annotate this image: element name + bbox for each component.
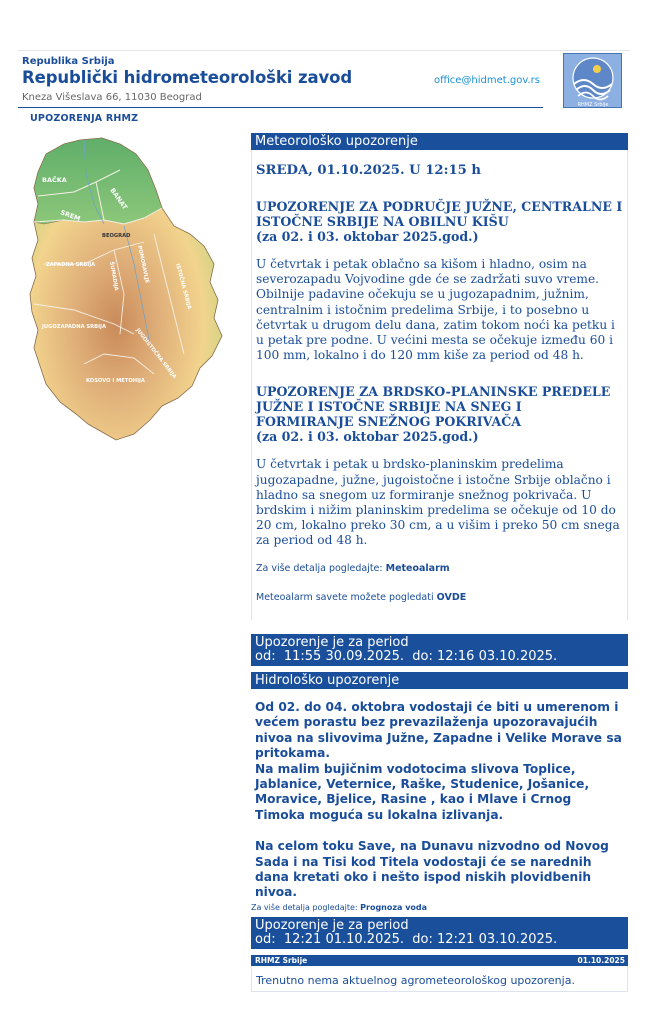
map-label-pomoravlje: POMORAVLJE	[136, 245, 150, 284]
prognoza-voda-link[interactable]: Prognoza voda	[360, 902, 428, 912]
map-label-beograd: BEOGRAD	[102, 233, 131, 239]
warning2-subtitle: (za 02. i 03. oktobar 2025.god.)	[256, 429, 479, 445]
map-label-jugoistocna: JUGOISTOČNA SRBIJA	[134, 327, 178, 381]
meteo-bar-title: Meteorološko upozorenje	[251, 133, 628, 150]
logo-caption: RHMZ Srbije	[577, 102, 609, 108]
agro-notice: Trenutno nema aktuelnog agrometeorološkog upozorenja.	[251, 966, 628, 992]
meteo-content	[251, 150, 628, 620]
warning-date: SREDA, 01.10.2025. U 12:15 h	[256, 163, 481, 178]
map-label-jugozapadna: JUGOZAPADNA SRBIJA	[42, 324, 106, 330]
footer-bar	[251, 955, 628, 966]
meteo-period-value: od: 11:55 30.09.2025. do: 12:16 03.10.2025.	[255, 649, 558, 664]
footer-date: 01.10.2025	[577, 956, 625, 965]
hydro-content	[251, 696, 628, 912]
warning1-title: UPOZORENJE ZA PODRUČJE JUŽNE, CENTRALNE I ISTOČNE SRBIJE NA OBILNU KIŠU (za 02. i 03. oktobar 2025.god.)	[256, 199, 623, 244]
hydro-section	[251, 672, 628, 689]
map-label-istocna: ISTOČNA SRBIJA	[174, 262, 193, 311]
map-label-sumadija: ŠUMADIJA	[108, 261, 120, 292]
map-label-zapadna: ZAPADNA SRBIJA	[46, 262, 96, 268]
hydro-period-box	[251, 917, 628, 949]
email-link[interactable]: office@hidmet.gov.rs	[434, 75, 541, 86]
footer-left: RHMZ Srbije	[255, 956, 308, 965]
ovde-link[interactable]: OVDE	[436, 591, 467, 603]
warning1-text: U četvrtak i petak oblačno sa kišom i hladno, osim na severozapadu Vojvodine gde će se zadržati suvo vreme. Obilnije padavine očekuju se u jugozapadnim, južnim, centralnim i istočnim predelima Srbije, i to posebno u četvrtak u drugom delu dana, zatim tokom noći ka petku i u petak pre podne. U većini mesta se očekuje između 60 i 100 mm, lokalno i do 120 mm kiše za period od 48 h.	[256, 257, 615, 363]
country-label: Republika Srbija	[22, 56, 115, 67]
hydro-paragraph-1: Od 02. do 04. oktobra vodostaji će biti u umerenom i većem porastu bez prevazilaženja upozoravajućih nivoa na slivovima Južne, Zapadne i Velike Morave sa pritokama.	[255, 700, 622, 761]
map-label-banat: BANAT	[108, 186, 129, 212]
meteo-period-box	[251, 634, 628, 666]
serbia-map[interactable]	[24, 134, 242, 446]
meteo-advice-line: Meteoalarm savete možete pogledati OVDE	[256, 591, 467, 603]
hydro-paragraph-2: Na malim bujičnim vodotocima slivova Toplice, Jablanice, Veternice, Raške, Studenice, Jošanice, Moravice, Bjelice, Rasine , kao i Mlave i Crnog Timoka moguća su lokalna izlivanja.	[255, 761, 590, 822]
meteo-period-label: Upozorenje je za period	[255, 635, 409, 650]
rhmz-logo[interactable]	[563, 53, 622, 108]
meteoalarm-link[interactable]: Meteoalarm	[385, 562, 450, 574]
meteo-details-line: Za više detalja pogledajte: Meteoalarm	[256, 562, 450, 574]
hydro-bar-title: Hidrološko upozorenje	[251, 672, 628, 689]
site-header	[18, 50, 630, 108]
meteo-section	[251, 133, 628, 150]
warning2-title: UPOZORENJE ZA BRDSKO-PLANINSKE PREDELE JUŽNE I ISTOČNE SRBIJE NA SNEG I FORMIRANJE SNEŽNOG POKRIVAČA (za 02. i 03. oktobar 2025.god.)	[256, 384, 611, 445]
site-title[interactable]: Republički hidrometeorološki zavod	[22, 68, 353, 87]
warning2-text: U četvrtak i petak u brdsko-planinskim predelima jugozapadne, južne, jugoistočne i istočne Srbije oblačno i hladno sa snegom uz formiranje snežnog pokrivača. U brdskim i nižim planinskim predelima se očekuje od 10 do 20 cm, lokalno preko 30 cm, a u višim i preko 50 cm snega za period od 48 h.	[256, 457, 620, 548]
sidebar-title[interactable]: UPOZORENJA RHMZ	[30, 113, 139, 124]
header-divider	[18, 107, 543, 108]
hydro-paragraph-3: Na celom toku Save, na Dunavu nizvodno od Novog Sada i na Tisi kod Titela vodostaji će se narednih dana kretati oko i nešto ispod niskih plovidbenih nivoa.	[255, 839, 609, 900]
hydro-period-value: od: 12:21 01.10.2025. do: 12:21 03.10.2025.	[255, 932, 558, 947]
map-label-kosovo: KOSOVO I METOHIJA	[86, 378, 145, 384]
warning1-subtitle: (za 02. i 03. oktobar 2025.god.)	[256, 229, 479, 244]
map-label-srem: SREM	[59, 208, 82, 223]
address: Kneza Višeslava 66, 11030 Beograd	[22, 92, 202, 103]
hydro-details-line: Za više detalja pogledajte: Prognoza voda	[251, 902, 428, 912]
map-label-backa: BAČKA	[42, 176, 67, 184]
hydro-period-label: Upozorenje je za period	[255, 918, 409, 933]
